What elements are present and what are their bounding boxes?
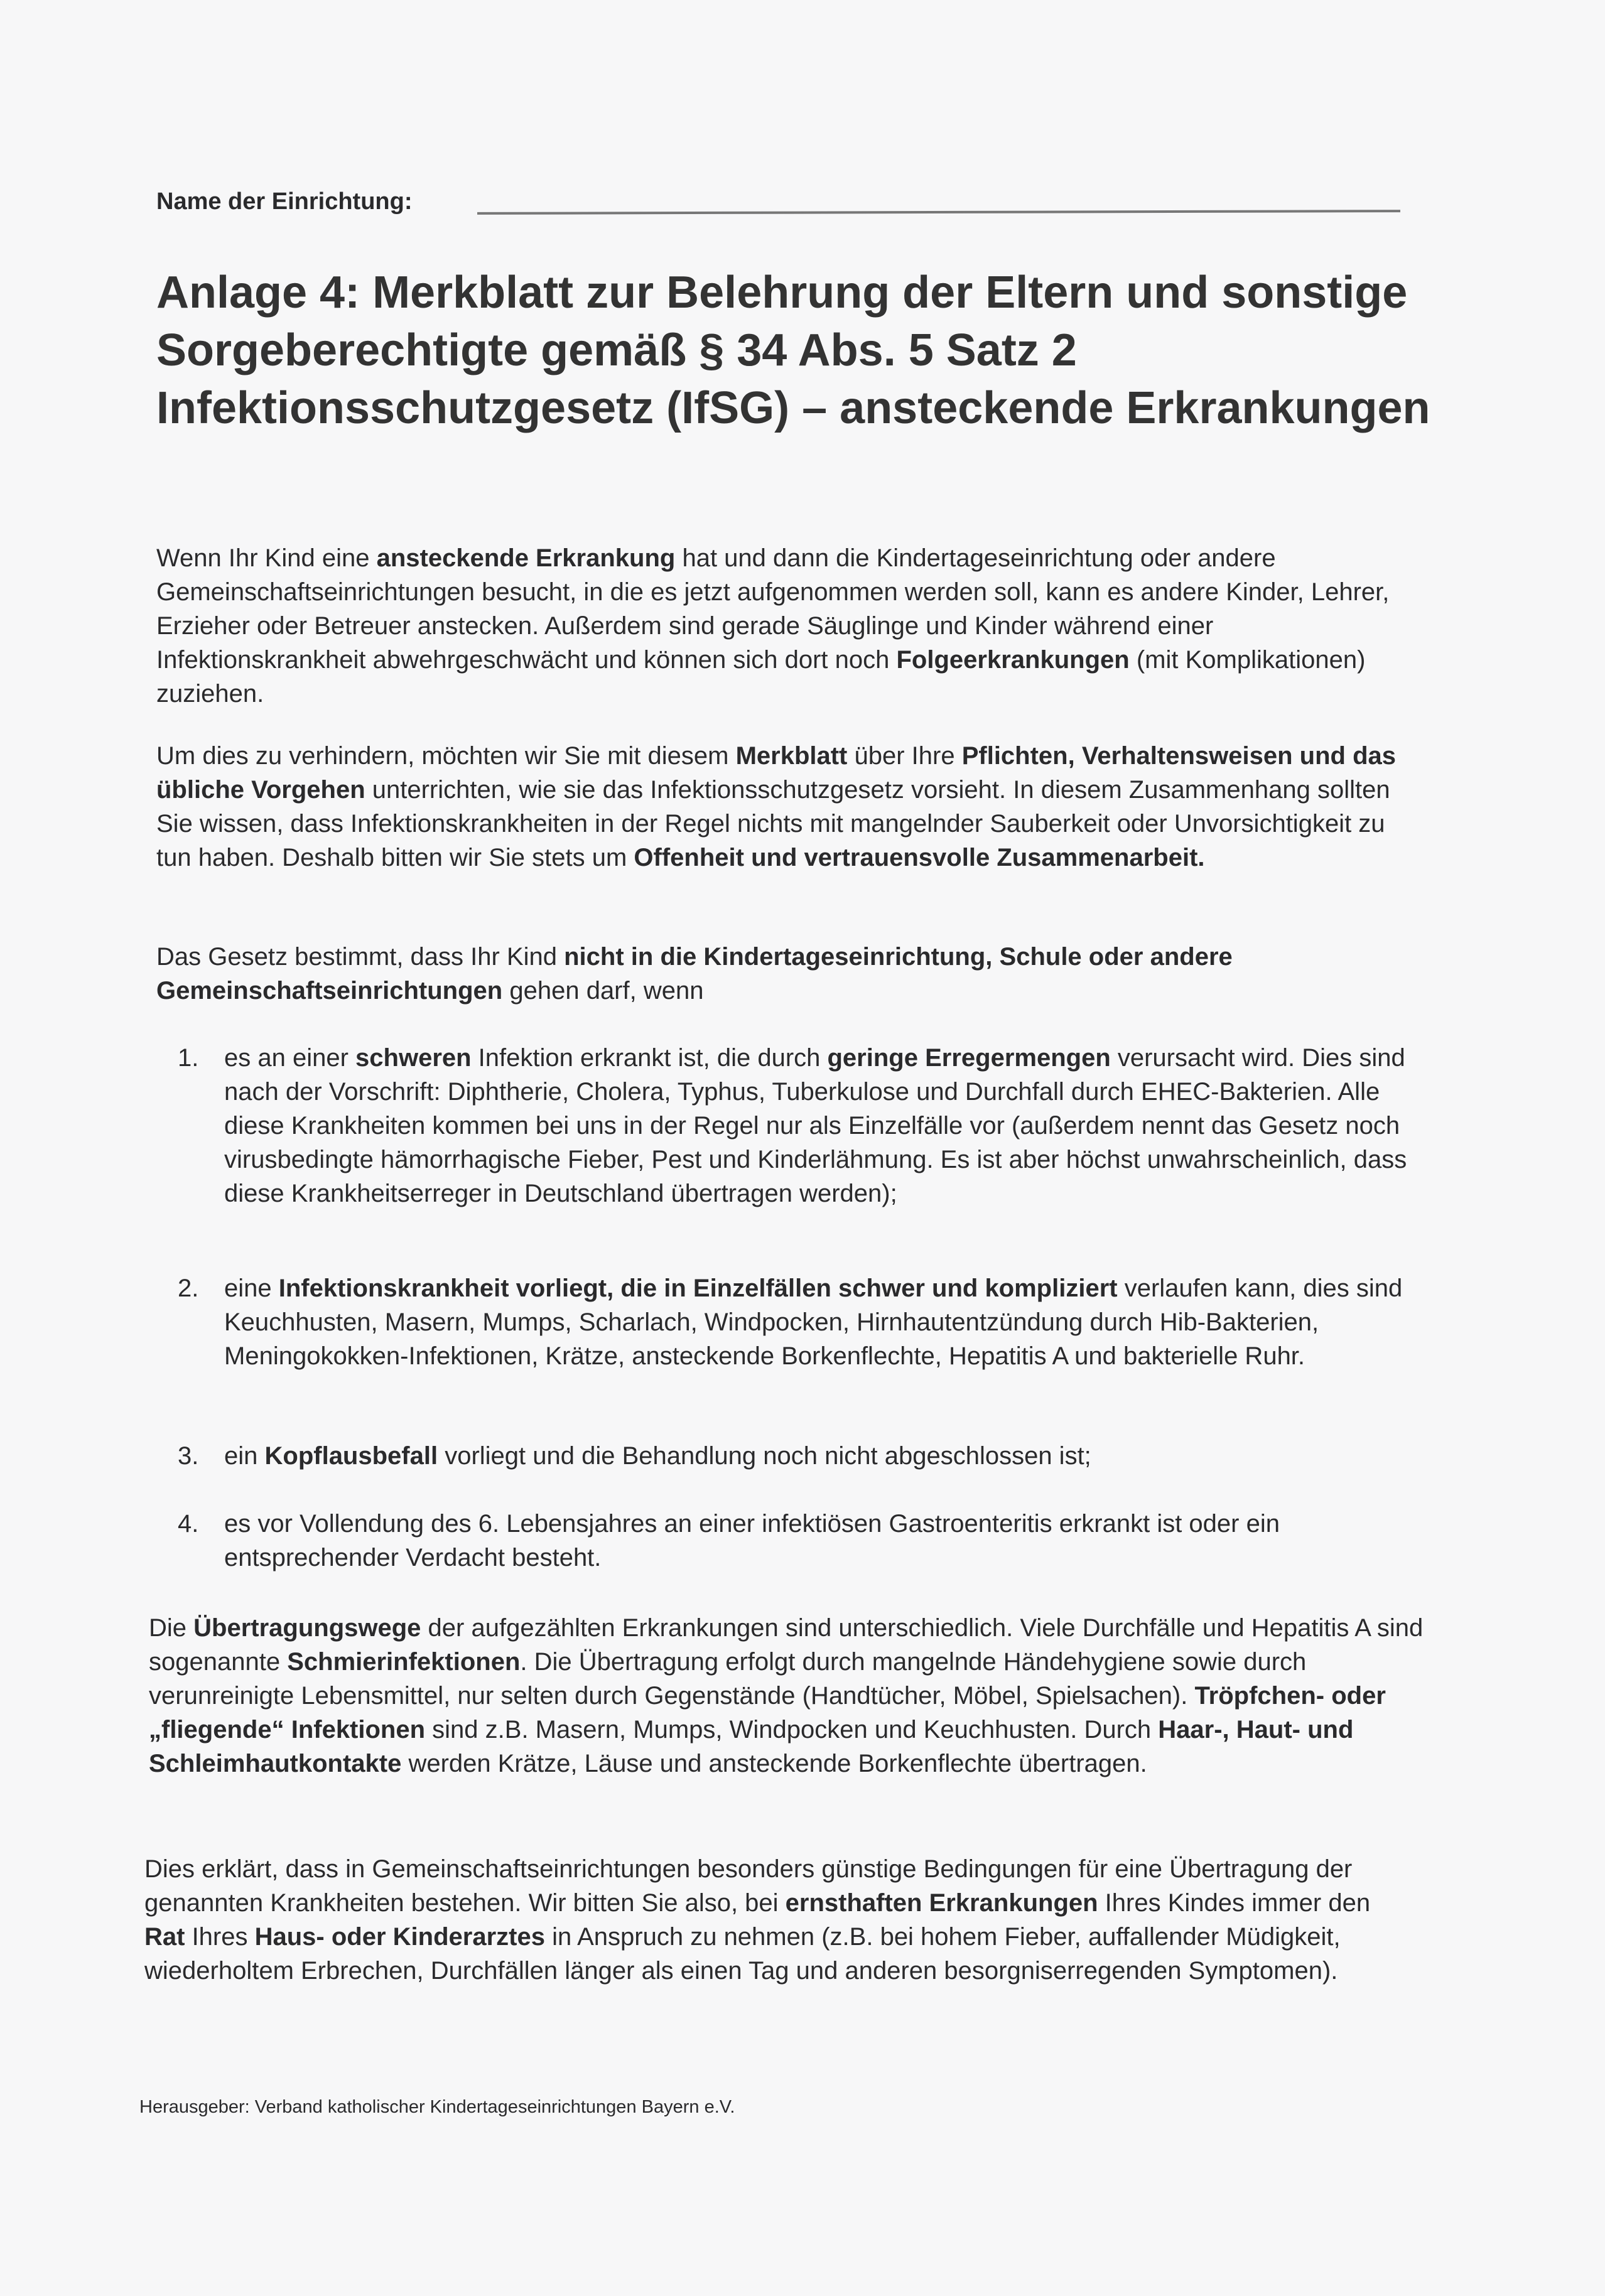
text-run: sind z.B. Masern, Mumps, Windpocken und Keuchhusten. Durch [425, 1716, 1159, 1744]
list-item [178, 1439, 1419, 1473]
list-number: 4. [178, 1510, 199, 1538]
paragraph-purpose [156, 739, 1419, 875]
list-number: 1. [178, 1044, 199, 1072]
bold-text: Haar-, Haut- und Schleimhautkontakte [149, 1716, 1354, 1777]
bold-text: Tröpfchen- oder „fliegende“ Infektionen [149, 1682, 1386, 1744]
text-run: Ihres Kindes immer den [1098, 1889, 1371, 1917]
institution-name-blank-line [477, 210, 1400, 215]
text-run: (mit Komplikationen) zuziehen. [156, 646, 1366, 708]
text-run: Ihres [185, 1923, 255, 1951]
bold-text: Folgeerkrankungen [896, 646, 1130, 674]
text-run: verlaufen kann, dies sind Keuchhusten, Masern, Mumps, Scharlach, Windpocken, Hirnhautentzündung durch Hib-Bakterien, Meningokokken-Infektionen, Krätze, ansteckende Borkenflechte, Hepatitis A und bakterielle Ruhr. [224, 1275, 1403, 1370]
list-item [178, 1507, 1419, 1575]
paragraph-law [156, 940, 1419, 1008]
list-text [224, 1439, 1419, 1473]
bold-text: ansteckende Erkrankung [376, 544, 676, 572]
text-run: . Die Übertragung erfolgt durch mangelnde Händehygiene sowie durch verunreinigte Lebensmittel, nur selten durch Gegenstände (Handtücher, Möbel, Spielsachen). [149, 1648, 1307, 1710]
text-run: der aufgezählten Erkrankungen sind unterschiedlich. Viele Durchfälle und Hepatitis A sind sogenannte [149, 1614, 1424, 1676]
list-text [224, 1271, 1419, 1373]
text-run: verursacht wird. Dies sind nach der Vorschrift: Diphtherie, Cholera, Typhus, Tuberkulose und Durchfall durch EHEC-Bakterien. Alle diese Krankheiten kommen bei uns in der Regel nur als Einzelfälle vor (außerdem nennt das Gesetz noch virusbedingte hämorrhagische Fieber, Pest und Kinderlähmung. Es ist aber höchst unwahrscheinlich, dass diese Krankheitserreger in Deutschland übertragen werden); [224, 1044, 1407, 1207]
text-run: Infektion erkrankt ist, die durch [471, 1044, 828, 1072]
text-run: Dies erklärt, dass in Gemeinschaftseinrichtungen besonders günstige Bedingungen für eine Übertragung der genannten Krankheiten bestehen. Wir bitten Sie also, bei [144, 1855, 1353, 1917]
text-run: vorliegt und die Behandlung noch nicht abgeschlossen ist; [438, 1442, 1091, 1470]
bold-text: Pflichten, Verhaltensweisen und das übliche Vorgehen [156, 742, 1397, 804]
bold-text: Haus- oder Kinderarztes [254, 1923, 545, 1951]
bold-text: schweren [355, 1044, 472, 1072]
bold-text: Übertragungswege [193, 1614, 421, 1642]
list-number: 2. [178, 1275, 199, 1302]
list-text [224, 1041, 1419, 1210]
text-run: in Anspruch zu nehmen (z.B. bei hohem Fieber, auffallender Müdigkeit, wiederholtem Erbrechen, Durchfällen länger als einen Tag und anderen besorgniserregenden Symptomen). [144, 1923, 1341, 1985]
text-run: Wenn Ihr Kind eine [156, 544, 377, 572]
text-run: über Ihre [847, 742, 962, 770]
list-item [178, 1041, 1419, 1210]
bold-text: ernsthaften Erkrankungen [785, 1889, 1098, 1917]
bold-text: geringe Erregermengen [827, 1044, 1111, 1072]
list-number: 3. [178, 1442, 199, 1470]
paragraph-intro [156, 541, 1419, 711]
text-run: ein [224, 1442, 265, 1470]
document-title: Anlage 4: Merkblatt zur Belehrung der Eltern und sonstige Sorgeberechtigte gemäß § 34 Abs. 5 Satz 2 Infektionsschutzgesetz (IfSG) – ansteckende Erkrankungen [156, 267, 1430, 433]
text-run: Die [149, 1614, 194, 1642]
text-run: unterrichten, wie sie das Infektionsschutzgesetz vorsieht. In diesem Zusammenhang sollten Sie wissen, dass Infektionskrankheiten in der Regel nichts mit mangelnder Sauberkeit oder Unvorsichtigkeit zu tun haben. Deshalb bitten wir Sie stets um [156, 776, 1390, 871]
text-run: hat und dann die Kindertageseinrichtung oder andere Gemeinschaftseinrichtungen besucht, in die es jetzt aufgenommen werden soll, kann es andere Kinder, Lehrer, Erzieher oder Betreuer anstecken. Außerdem sind gerade Säuglinge und Kinder während einer Infektionskrankheit abwehrgeschwächt und können sich dort noch [156, 544, 1390, 674]
bold-text: nicht in die Kindertageseinrichtung, Schule oder andere Gemeinschaftseinrichtungen [156, 943, 1233, 1005]
text-run: es an einer [224, 1044, 356, 1072]
bold-text: Schmierinfektionen [287, 1648, 521, 1676]
text-run: es vor Vollendung des 6. Lebensjahres an einer infektiösen Gastroenteritis erkrankt ist oder ein entsprechender Verdacht besteht. [224, 1510, 1280, 1571]
bold-text: Offenheit und vertrauensvolle Zusammenarbeit. [634, 844, 1205, 871]
list-text [224, 1507, 1419, 1575]
text-run: eine [224, 1275, 279, 1302]
bold-text: Kopflausbefall [264, 1442, 438, 1470]
paragraph-doctor-advice [144, 1852, 1400, 1988]
bold-text: Rat [144, 1923, 185, 1951]
text-run: Um dies zu verhindern, möchten wir Sie mit diesem [156, 742, 736, 770]
text-run: Das Gesetz bestimmt, dass Ihr Kind [156, 943, 565, 971]
bold-text: Infektionskrankheit vorliegt, die in Einzelfällen schwer und kompliziert [278, 1275, 1118, 1302]
paragraph-transmission [149, 1611, 1424, 1781]
text-run: werden Krätze, Läuse und ansteckende Borkenflechte übertragen. [401, 1750, 1147, 1777]
text-run: gehen darf, wenn [502, 977, 704, 1005]
publisher-footer: Herausgeber: Verband katholischer Kindertageseinrichtungen Bayern e.V. [139, 2097, 735, 2117]
bold-text: Merkblatt [735, 742, 848, 770]
list-item [178, 1271, 1419, 1373]
institution-name-label: Name der Einrichtung: [156, 188, 413, 215]
